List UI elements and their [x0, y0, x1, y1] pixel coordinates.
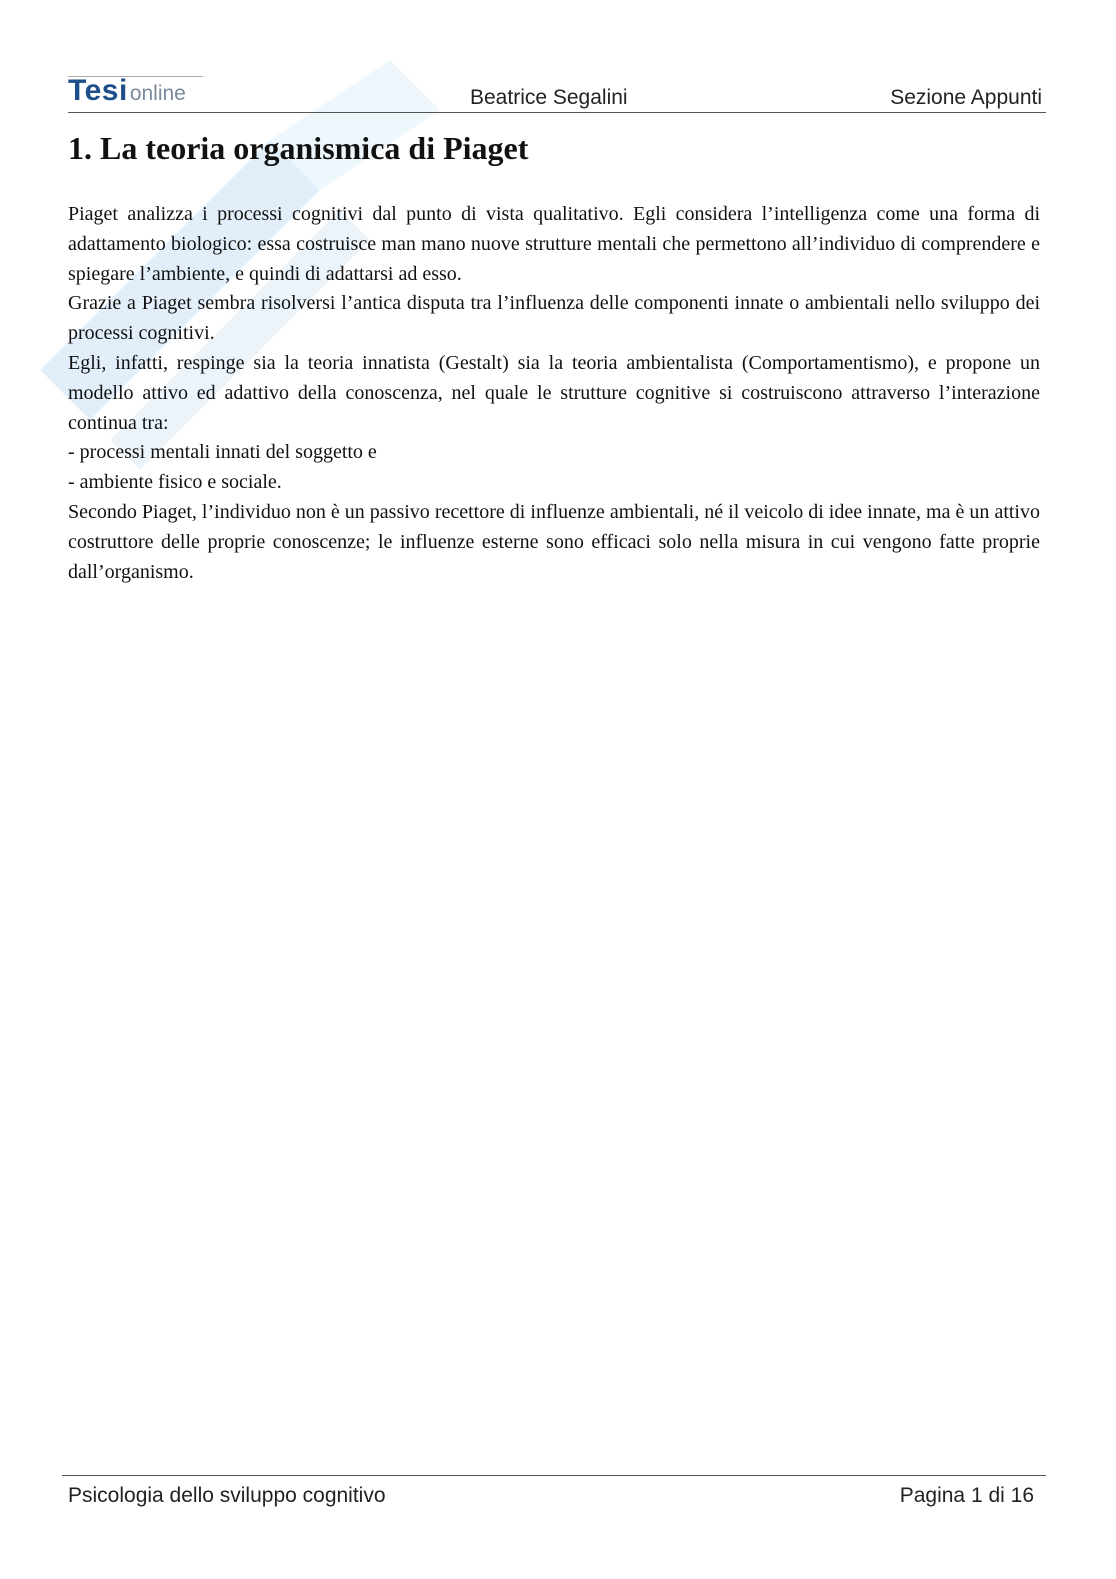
course-title: Psicologia dello sviluppo cognitivo: [68, 1484, 386, 1507]
page-number: Pagina 1 di 16: [899, 1484, 1034, 1507]
document-body: [68, 200, 1040, 587]
page-header: [68, 70, 1046, 113]
page-footer: [62, 1475, 1046, 1516]
logo-sub: online: [129, 82, 186, 105]
paragraph: Secondo Piaget, l’individuo non è un passivo recettore di influenze ambientali, né il veicolo di idee innate, ma è un attivo costruttore delle proprie conoscenze; le influenze esterne sono efficaci solo nella misura in cui vengono fatte proprie dall’organismo.: [68, 500, 1040, 583]
page-title: 1. La teoria organismica di Piaget: [68, 130, 529, 166]
paragraph: Grazie a Piaget sembra risolversi l’antica disputa tra l’influenza delle componenti innate o ambientali nello sviluppo dei processi cognitivi.: [68, 292, 1040, 345]
paragraph: Piaget analizza i processi cognitivi dal punto di vista qualitativo. Egli considera l’intelligenza come una forma di adattamento biologico: essa costruisce man mano nuove strutture mentali che permettono all’individuo di comprendere e spiegare l’ambiente, e quindi di adattarsi ad esso.: [68, 203, 1040, 285]
list-item: - processi mentali innati del soggetto e: [68, 441, 377, 464]
author-name: Beatrice Segalini: [470, 86, 628, 109]
list-item: - ambiente fisico e sociale.: [68, 471, 282, 494]
tesionline-logo[interactable]: [68, 74, 186, 108]
logo-main: Tesi: [68, 74, 128, 107]
paragraph: Egli, infatti, respinge sia la teoria innatista (Gestalt) sia la teoria ambientalista (Comportamentismo), e propone un modello attivo ed adattivo della conoscenza, nel quale le strutture cognitive si costruiscono attraverso l’interazione continua tra:: [68, 351, 1040, 434]
section-label: Sezione Appunti: [890, 86, 1042, 109]
